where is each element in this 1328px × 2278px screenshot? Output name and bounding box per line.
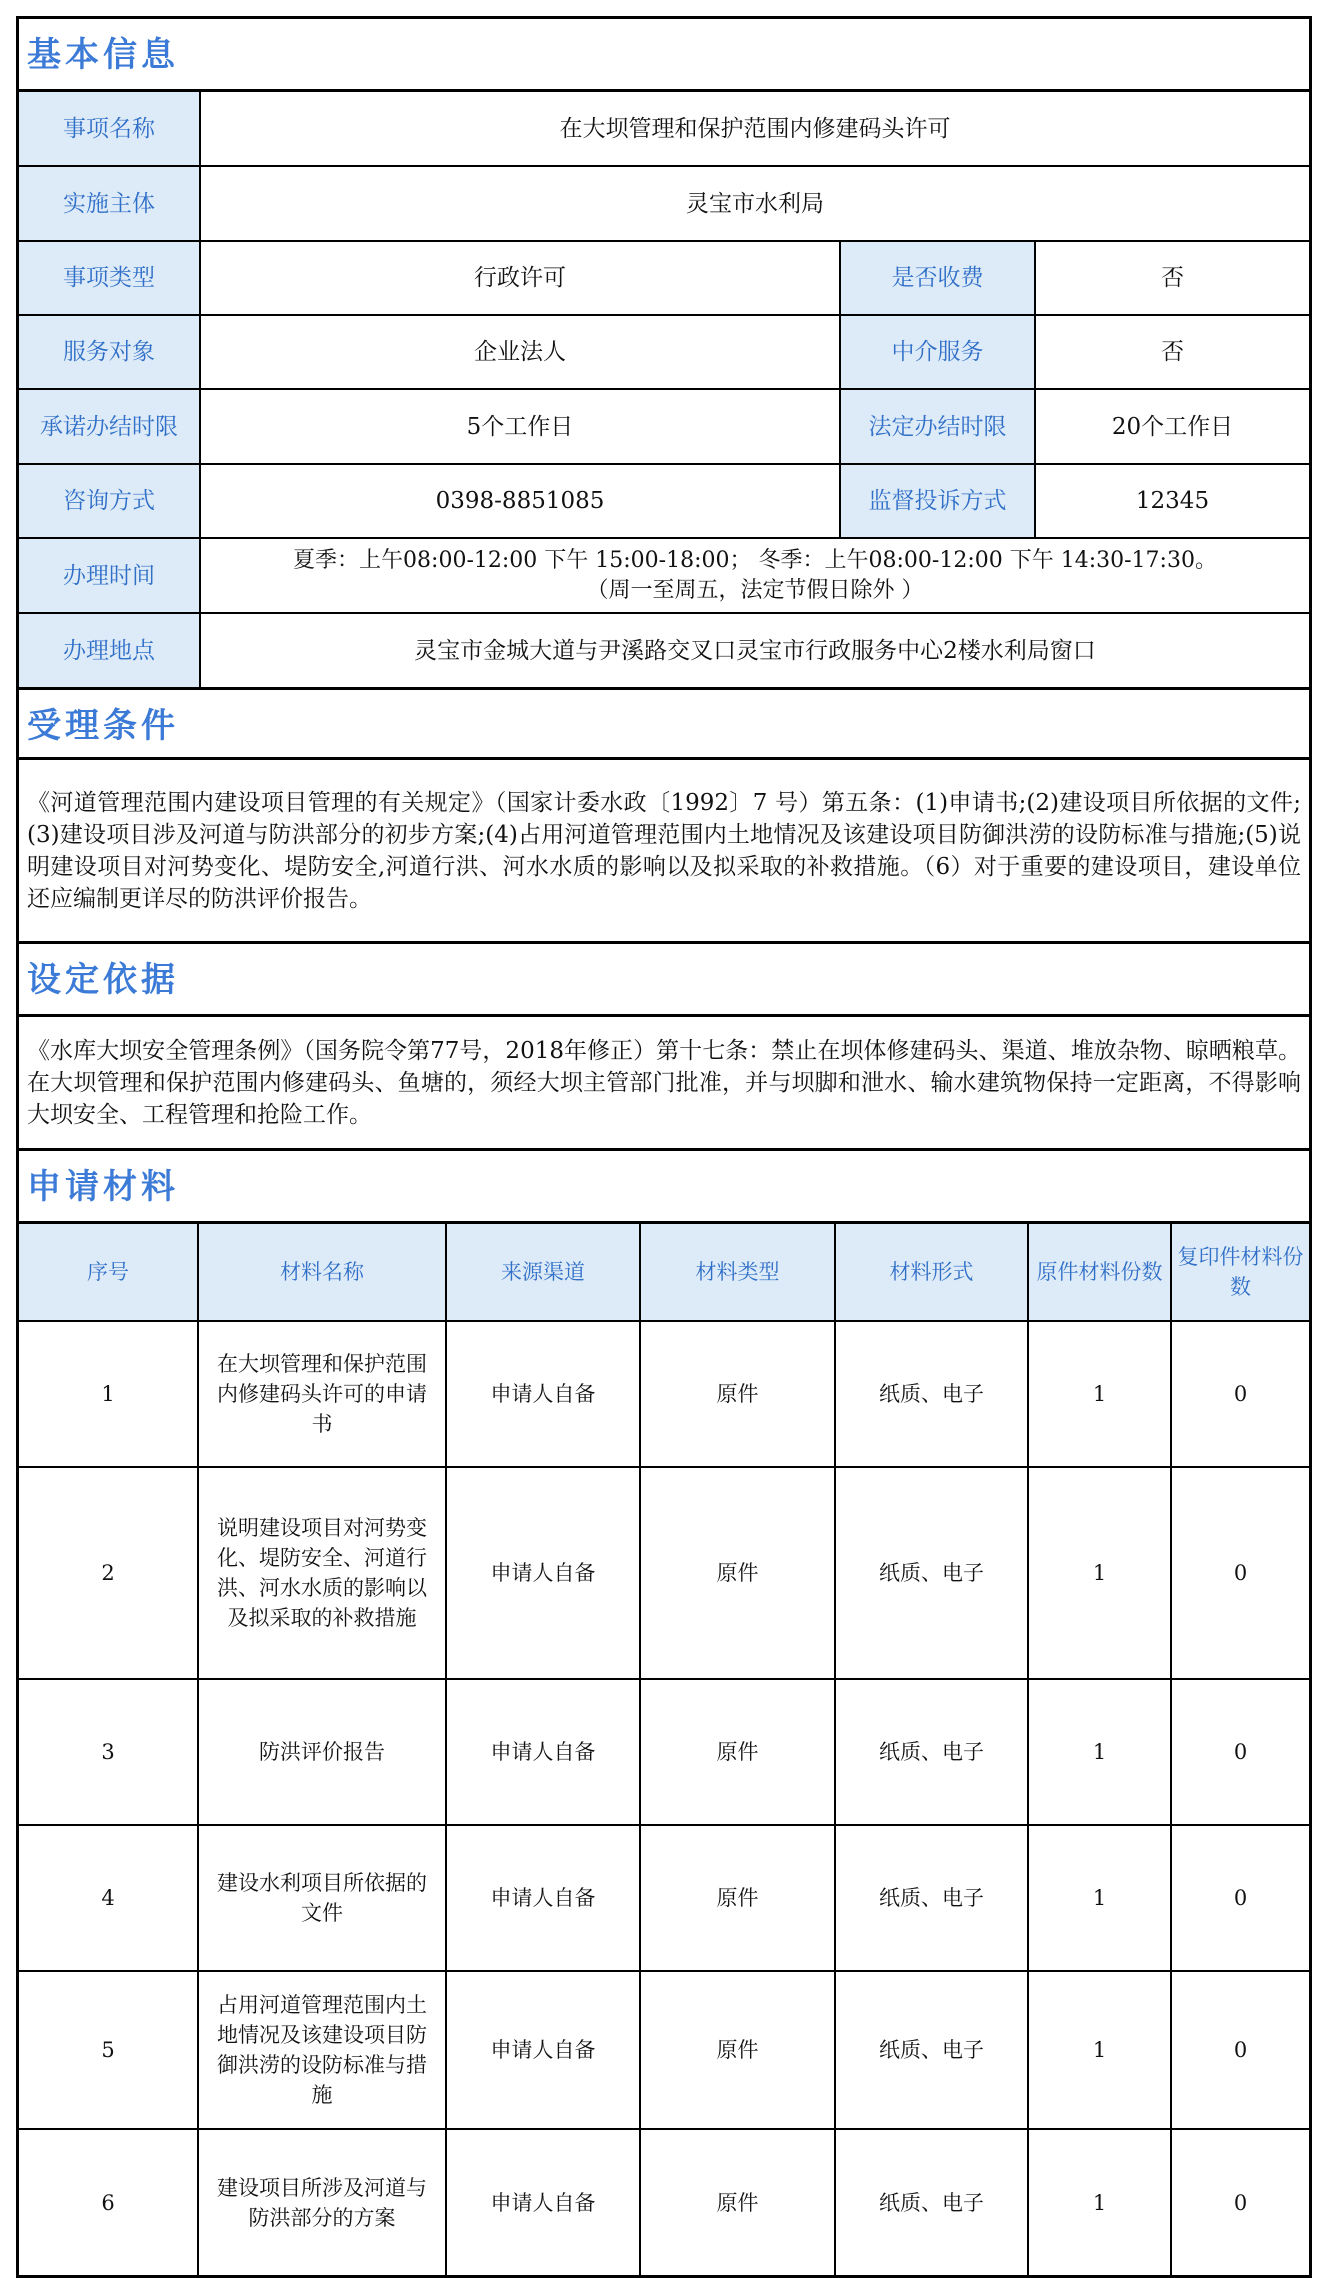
- header-seq: 序号: [19, 1224, 198, 1321]
- target-label: 服务对象: [19, 315, 200, 389]
- cell-original-count: 1: [1028, 1971, 1171, 2129]
- materials-table: [19, 1224, 1309, 2275]
- cell-copy-count: 0: [1171, 1971, 1309, 2129]
- legal-time-value: 20个工作日: [1035, 389, 1309, 464]
- subject-value: 灵宝市水利局: [200, 166, 1309, 241]
- basis-text-box: [19, 1017, 1309, 1151]
- cell-form: 纸质、电子: [835, 1321, 1028, 1467]
- cell-name: 说明建设项目对河势变化、堤防安全、河道行洪、河水水质的影响以及拟采取的补救措施: [198, 1467, 446, 1679]
- cell-seq: 1: [19, 1321, 198, 1467]
- table-row: [19, 2129, 1309, 2275]
- cell-source: 申请人自备: [446, 1321, 640, 1467]
- section-title-basic-info: 基本信息: [19, 19, 1309, 92]
- cell-seq: 6: [19, 2129, 198, 2275]
- cell-form: 纸质、电子: [835, 1825, 1028, 1971]
- cell-form: 纸质、电子: [835, 1971, 1028, 2129]
- agency-value: 否: [1035, 315, 1309, 389]
- cell-name: 建设水利项目所依据的文件: [198, 1825, 446, 1971]
- consult-value: 0398-8851085: [200, 464, 840, 538]
- section-title-conditions: 受理条件: [19, 687, 1309, 760]
- target-value: 企业法人: [200, 315, 840, 389]
- fee-value: 否: [1035, 241, 1309, 315]
- cell-kind: 原件: [640, 1467, 835, 1679]
- service-item-sheet: [16, 16, 1312, 2278]
- cell-copy-count: 0: [1171, 1679, 1309, 1825]
- section-title-materials: 申请材料: [19, 1151, 1309, 1224]
- header-copy-count: 复印件材料份数: [1171, 1224, 1309, 1321]
- subject-label: 实施主体: [19, 166, 200, 241]
- cell-source: 申请人自备: [446, 1971, 640, 2129]
- cell-name: 占用河道管理范围内土地情况及该建设项目防御洪涝的设防标准与措施: [198, 1971, 446, 2129]
- place-label: 办理地点: [19, 613, 200, 687]
- header-kind: 材料类型: [640, 1224, 835, 1321]
- cell-seq: 5: [19, 1971, 198, 2129]
- conditions-text: 《河道管理范围内建设项目管理的有关规定》（国家计委水政〔1992〕7 号）第五条：(1)申请书;(2)建设项目所依据的文件;(3)建设项目涉及河道与防洪部分的初步方案;(4)占用河道管理范围内土地情况及该建设项目防御洪涝的设防标准与措施;(5)说明建设项目对河势变化、堤防安全,河道行洪、河水水质的影响以及拟采取的补救措施。（6）对于重要的建设项目，建设单位还应编制更详尽的防洪评价报告。: [27, 789, 1301, 912]
- item-name-value: 在大坝管理和保护范围内修建码头许可: [200, 92, 1309, 166]
- basic-info-table: [19, 92, 1309, 687]
- hours-line-2: （周一至周五，法定节假日除外 ）: [586, 577, 924, 603]
- cell-source: 申请人自备: [446, 2129, 640, 2275]
- cell-seq: 4: [19, 1825, 198, 1971]
- basis-text: 《水库大坝安全管理条例》（国务院令第77号，2018年修正）第十七条：禁止在坝体修建码头、渠道、堆放杂物、晾晒粮草。在大坝管理和保护范围内修建码头、鱼塘的，须经大坝主管部门批准，并与坝脚和泄水、输水建筑物保持一定距离，不得影响大坝安全、工程管理和抢险工作。: [27, 1037, 1301, 1128]
- cell-original-count: 1: [1028, 1321, 1171, 1467]
- cell-kind: 原件: [640, 1971, 835, 2129]
- cell-form: 纸质、电子: [835, 1467, 1028, 1679]
- complaint-label: 监督投诉方式: [840, 464, 1035, 538]
- hours-label: 办理时间: [19, 538, 200, 613]
- cell-copy-count: 0: [1171, 1467, 1309, 1679]
- type-value: 行政许可: [200, 241, 840, 315]
- section-title-basis: 设定依据: [19, 944, 1309, 1017]
- cell-kind: 原件: [640, 2129, 835, 2275]
- cell-seq: 3: [19, 1679, 198, 1825]
- cell-copy-count: 0: [1171, 2129, 1309, 2275]
- item-name-label: 事项名称: [19, 92, 200, 166]
- cell-copy-count: 0: [1171, 1825, 1309, 1971]
- promise-time-label: 承诺办结时限: [19, 389, 200, 464]
- cell-source: 申请人自备: [446, 1467, 640, 1679]
- table-row: [19, 1825, 1309, 1971]
- legal-time-label: 法定办结时限: [840, 389, 1035, 464]
- header-form: 材料形式: [835, 1224, 1028, 1321]
- cell-kind: 原件: [640, 1321, 835, 1467]
- cell-name: 建设项目所涉及河道与防洪部分的方案: [198, 2129, 446, 2275]
- header-source: 来源渠道: [446, 1224, 640, 1321]
- cell-name: 在大坝管理和保护范围内修建码头许可的申请书: [198, 1321, 446, 1467]
- cell-original-count: 1: [1028, 2129, 1171, 2275]
- table-row: [19, 1321, 1309, 1467]
- type-label: 事项类型: [19, 241, 200, 315]
- cell-form: 纸质、电子: [835, 1679, 1028, 1825]
- promise-time-value: 5个工作日: [200, 389, 840, 464]
- cell-name: 防洪评价报告: [198, 1679, 446, 1825]
- cell-kind: 原件: [640, 1679, 835, 1825]
- place-value: 灵宝市金城大道与尹溪路交叉口灵宝市行政服务中心2楼水利局窗口: [200, 613, 1309, 687]
- cell-original-count: 1: [1028, 1825, 1171, 1971]
- cell-original-count: 1: [1028, 1679, 1171, 1825]
- cell-original-count: 1: [1028, 1467, 1171, 1679]
- table-row: [19, 1467, 1309, 1679]
- agency-label: 中介服务: [840, 315, 1035, 389]
- cell-seq: 2: [19, 1467, 198, 1679]
- consult-label: 咨询方式: [19, 464, 200, 538]
- cell-kind: 原件: [640, 1825, 835, 1971]
- cell-source: 申请人自备: [446, 1679, 640, 1825]
- cell-form: 纸质、电子: [835, 2129, 1028, 2275]
- table-row: [19, 1679, 1309, 1825]
- hours-line-1: 夏季：上午08:00-12:00 下午 15:00-18:00； 冬季：上午08:00-12:00 下午 14:30-17:30。: [293, 547, 1217, 573]
- conditions-text-box: [19, 760, 1309, 944]
- cell-source: 申请人自备: [446, 1825, 640, 1971]
- header-original-count: 原件材料份数: [1028, 1224, 1171, 1321]
- fee-label: 是否收费: [840, 241, 1035, 315]
- cell-copy-count: 0: [1171, 1321, 1309, 1467]
- table-row: [19, 1971, 1309, 2129]
- complaint-value: 12345: [1035, 464, 1309, 538]
- header-name: 材料名称: [198, 1224, 446, 1321]
